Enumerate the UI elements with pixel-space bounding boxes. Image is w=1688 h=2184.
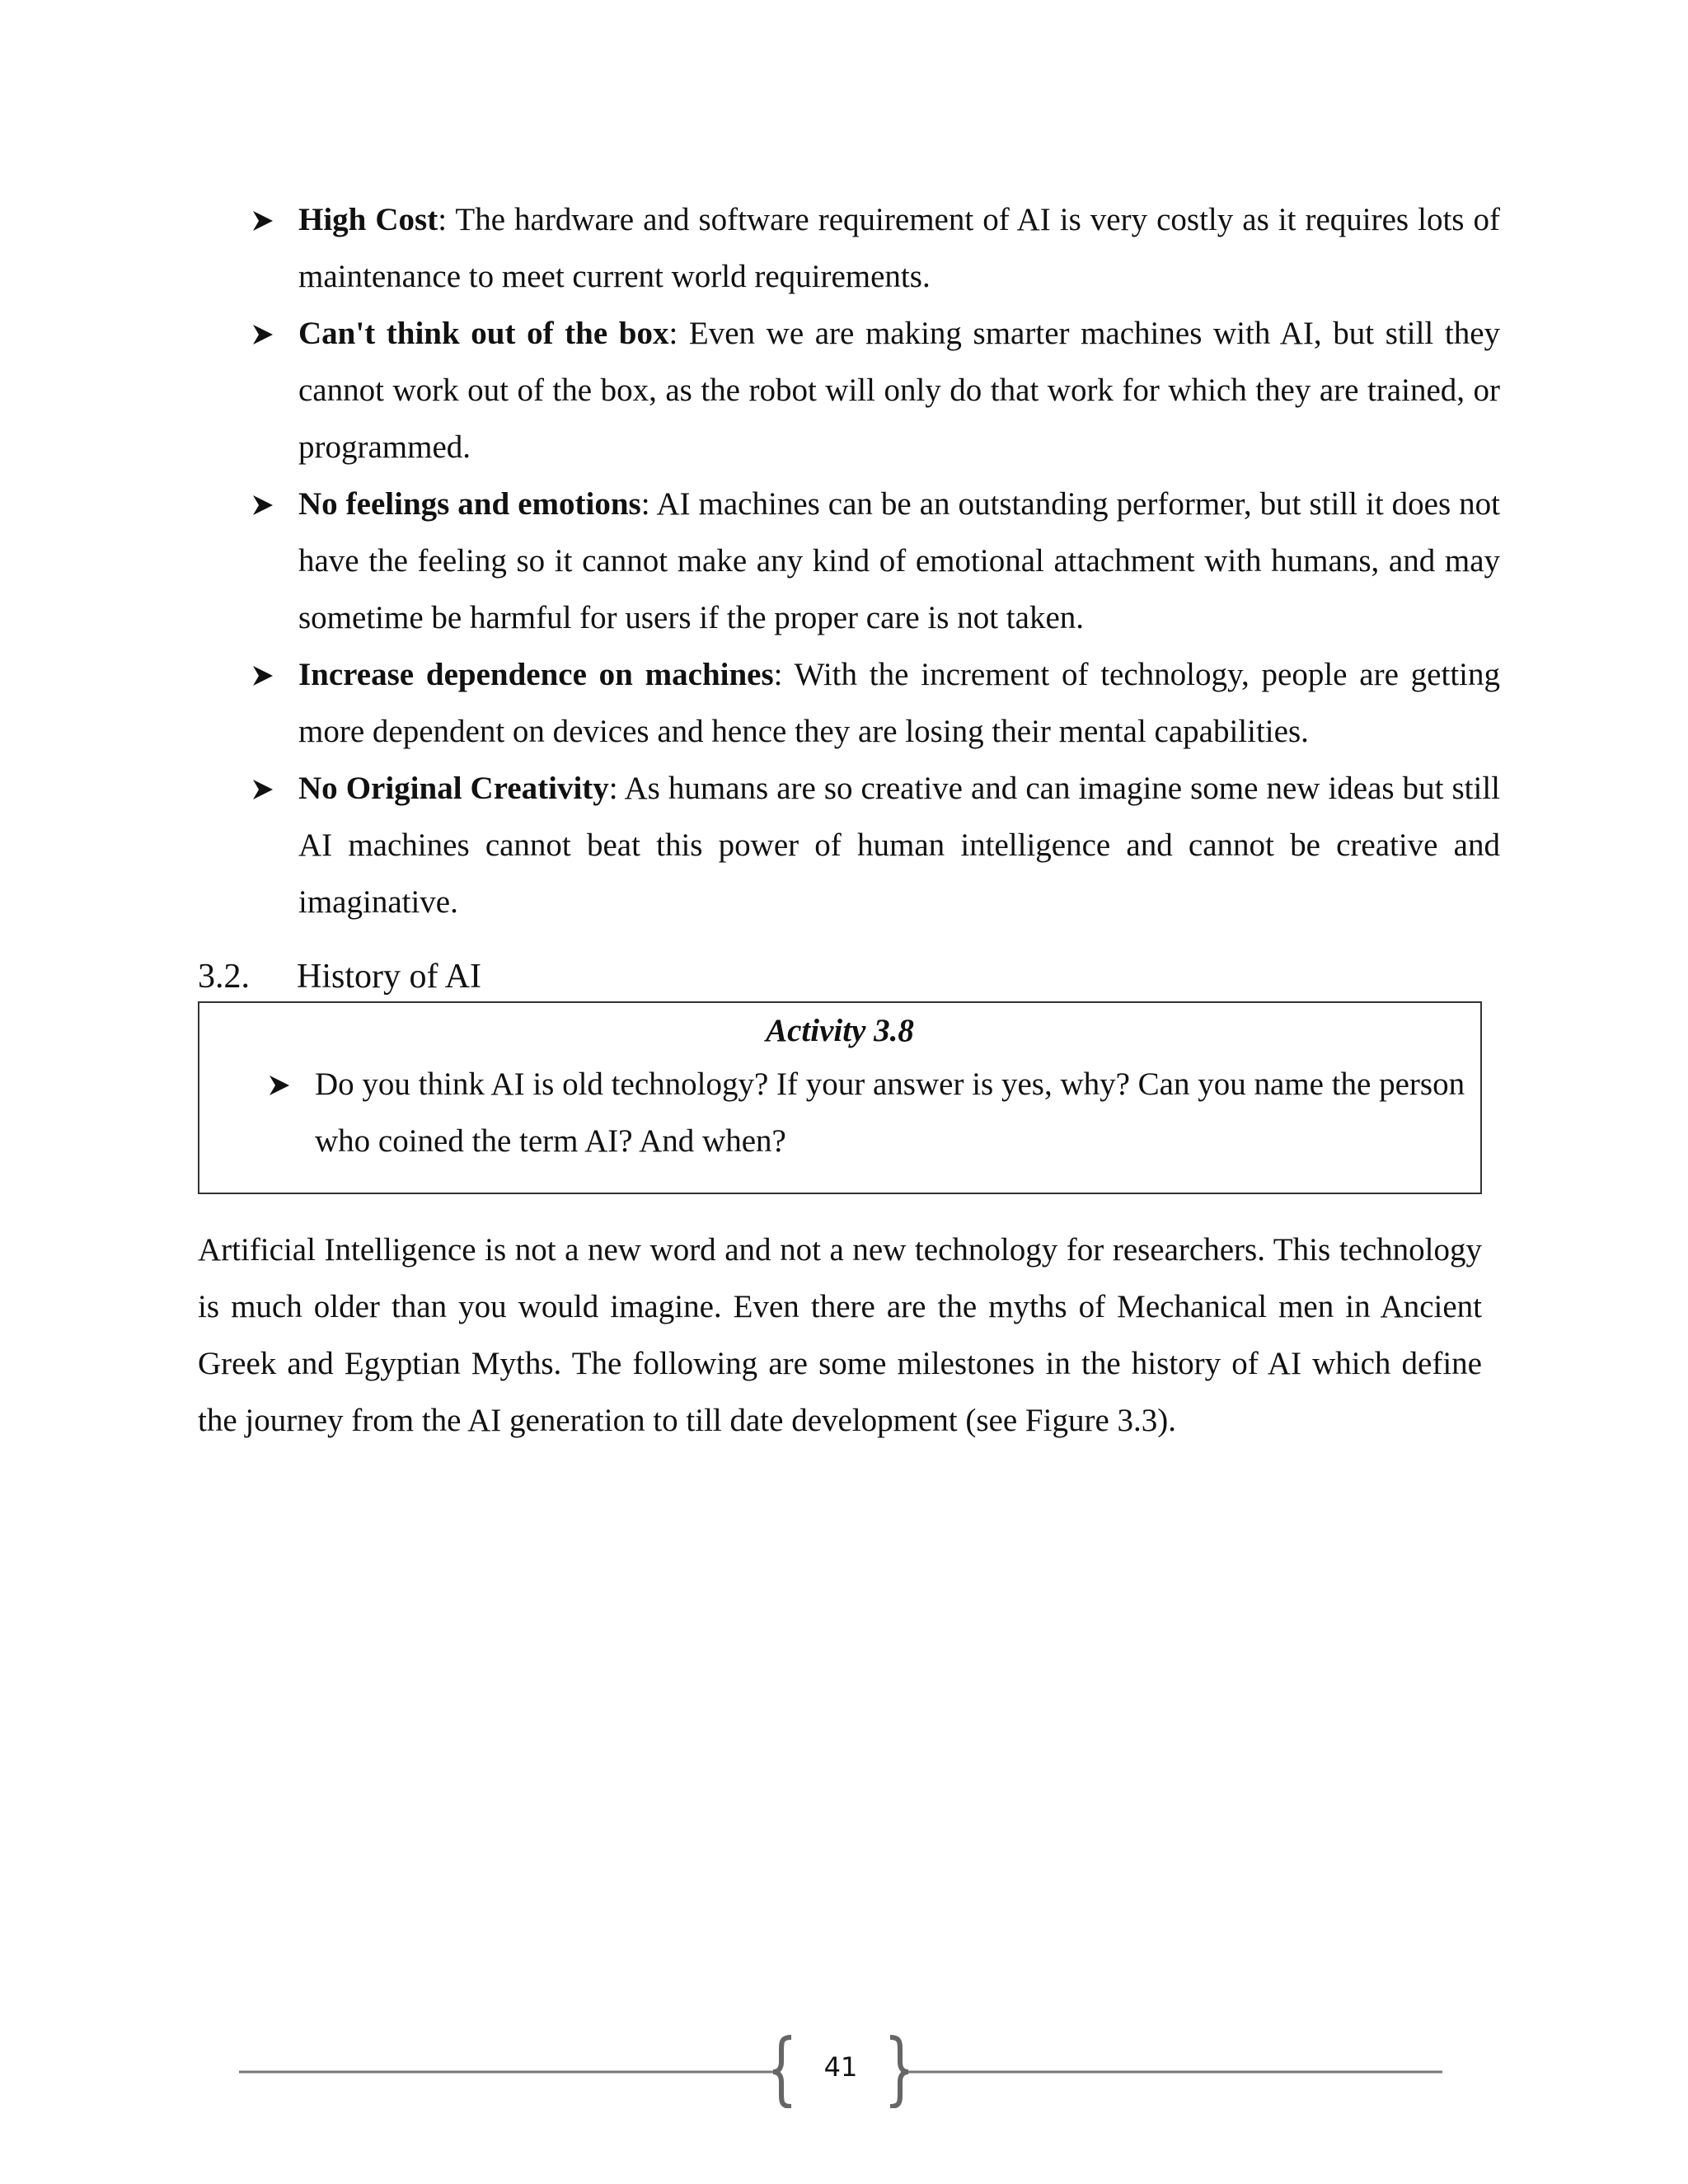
activity-question (264, 1056, 1485, 1169)
list-item (247, 646, 1500, 760)
bullet-text: : Even we are making smarter machines with AI, but still they cannot work out of the box, as the robot will only do that work for which they are trained, or programmed. (298, 316, 1500, 465)
activity-title: Activity 3.8 (766, 1013, 914, 1048)
arrowhead-bullet-icon (264, 1056, 297, 1113)
body-paragraph: Artificial Intelligence is not a new word and not a new technology for researchers. This technology is much older than you would imagine. Even there are the myths of Mechanical men in Ancient Greek and Egyptian Myths. The following are some milestones in the history of AI which define the journey from the AI generation to till date development (see Figure 3.3). (198, 1232, 1482, 1438)
section-number: 3.2. (198, 958, 250, 996)
arrowhead-bullet-icon (247, 476, 280, 532)
activity-question-text: Do you think AI is old technology? If your answer is yes, why? Can you name the person who coined the term AI? And when? (315, 1066, 1465, 1159)
arrowhead-bullet-icon (247, 646, 280, 703)
bullet-text: : The hardware and software requirement of AI is very costly as it requires lots of maintenance to meet current world requirements. (298, 202, 1500, 294)
section-heading (198, 954, 481, 999)
bullet-text: : AI machines can be an outstanding performer, but still it does not have the feeling so it cannot make any kind of emotional attachment with humans, and may sometime be harmful for users if the proper care is not taken. (298, 486, 1500, 635)
arrowhead-bullet-icon (247, 760, 280, 817)
list-item (247, 305, 1500, 476)
page-footer (239, 2034, 1442, 2108)
bullet-term: Can't think out of the box (298, 316, 669, 351)
bullet-text: : With the increment of technology, people are getting more dependent on devices and hence they are losing their mental capabilities. (298, 657, 1500, 749)
list-item (247, 760, 1500, 930)
disadvantages-list (247, 191, 1500, 930)
bullet-term: Increase dependence on machines (298, 657, 774, 692)
arrowhead-bullet-icon (247, 191, 280, 248)
list-item (247, 476, 1500, 646)
section-title: History of AI (297, 958, 481, 996)
bullet-term: High Cost (298, 202, 438, 237)
arrowhead-bullet-icon (247, 305, 280, 362)
bullet-term: No feelings and emotions (298, 486, 641, 522)
bullet-term: No Original Creativity (298, 771, 609, 806)
bullet-text: : As humans are so creative and can imagine some new ideas but still AI machines cannot beat this power of human intelligence and cannot be creative and imaginative. (298, 771, 1501, 920)
page-number: 41 (823, 2051, 858, 2083)
activity-box (198, 1001, 1482, 1194)
list-item (247, 191, 1500, 305)
